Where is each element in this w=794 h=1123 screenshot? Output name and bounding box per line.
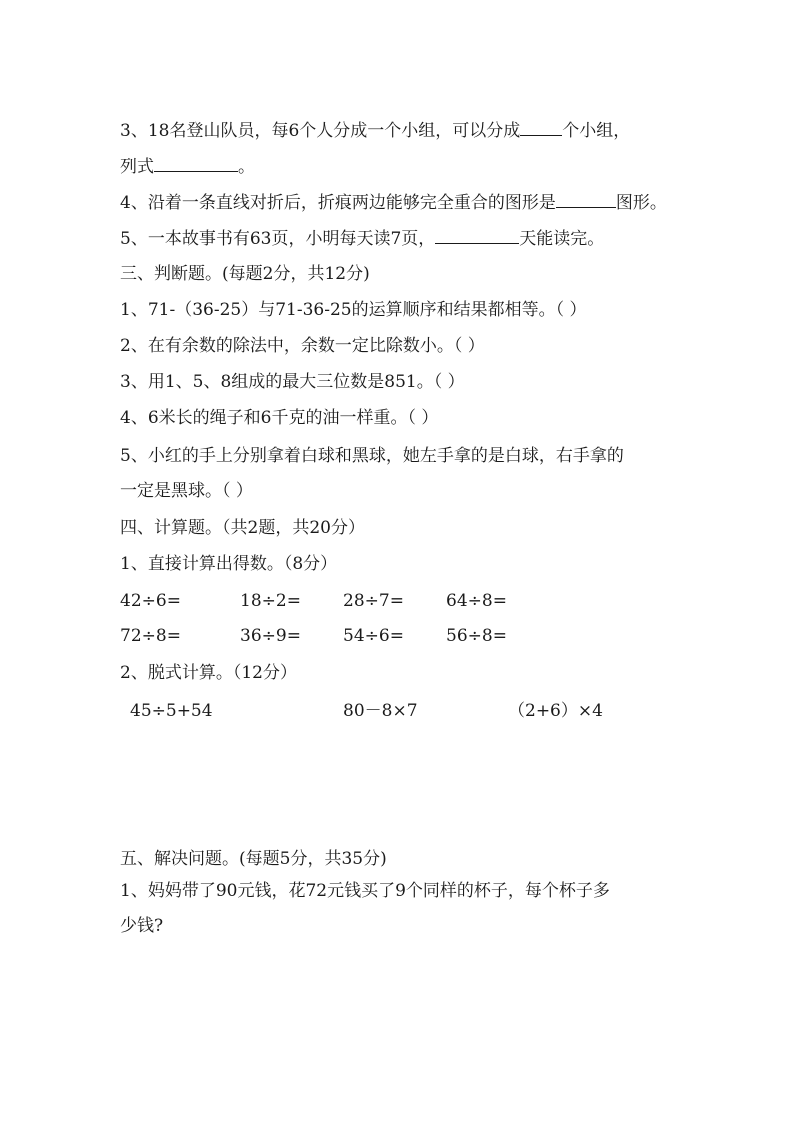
expr-2: 80－8×7 (343, 701, 418, 721)
calc-r2-c1: 72÷8= (120, 626, 181, 646)
judge-item-1[interactable]: 1、71-（36-25）与71-36-25的运算顺序和结果都相等。（ ） (120, 300, 587, 320)
section-heading-calc: 四、计算题。（共2题，共20分） (120, 518, 365, 538)
calc-subheading-2: 2、脱式计算。（12分） (120, 663, 297, 683)
calc-r1-c4: 64÷8= (446, 591, 507, 611)
fill-in-question-3 (120, 119, 630, 142)
judge-item-4[interactable]: 4、6米长的绳子和6千克的油一样重。（ ） (120, 408, 439, 428)
calc-subheading-1: 1、直接计算出得数。（8分） (120, 554, 338, 574)
q4-answer-blank[interactable] (556, 191, 616, 208)
fill-in-question-5 (120, 227, 604, 250)
q3-answer-blank[interactable] (520, 119, 562, 136)
solve-q1-line1: 1、妈妈带了90元钱，花72元钱买了9个同样的杯子，每个杯子多 (120, 881, 610, 901)
judge-item-5-line1: 5、小红的手上分别拿着白球和黑球，她左手拿的是白球，右手拿的 (120, 446, 624, 466)
judge-item-2[interactable]: 2、在有余数的除法中，余数一定比除数小。（ ） (120, 336, 485, 356)
calc-r2-c2: 36÷9= (240, 626, 301, 646)
judge-item-3[interactable]: 3、用1、5、8组成的最大三位数是851。（ ） (120, 372, 465, 392)
q3-formula-label: 列式 (120, 157, 154, 177)
judge-item-5-line2[interactable]: 一定是黑球。（ ） (120, 481, 253, 501)
q3-formula-blank[interactable] (154, 155, 238, 172)
solve-q1-line2: 少钱? (120, 916, 164, 936)
q4-text-part1: 4、沿着一条直线对折后，折痕两边能够完全重合的图形是 (120, 193, 556, 213)
calc-r2-c3: 54÷6= (343, 626, 404, 646)
fill-in-question-3-formula (120, 155, 255, 178)
calc-r1-c3: 28÷7= (343, 591, 404, 611)
section-heading-judge: 三、判断题。(每题2分，共12分) (120, 264, 370, 284)
section-heading-solve: 五、解决问题。(每题5分，共35分) (120, 849, 387, 869)
fill-in-question-4 (120, 191, 667, 214)
q3-end: 。 (238, 157, 255, 177)
q5-text-part2: 天能读完。 (519, 229, 605, 249)
expr-1: 45÷5+54 (130, 701, 213, 721)
calc-r1-c2: 18÷2= (240, 591, 301, 611)
q3-text-part2: 个小组， (562, 121, 631, 141)
calc-r2-c4: 56÷8= (446, 626, 507, 646)
q5-text-part1: 5、一本故事书有63页，小明每天读7页， (120, 229, 436, 249)
expr-3: （2+6）×4 (508, 701, 603, 721)
q4-text-part2: 图形。 (615, 193, 667, 213)
calc-r1-c1: 42÷6= (120, 591, 181, 611)
q5-answer-blank[interactable] (435, 227, 519, 244)
q3-text-part1: 3、18名登山队员，每6个人分成一个小组，可以分成 (120, 121, 521, 141)
